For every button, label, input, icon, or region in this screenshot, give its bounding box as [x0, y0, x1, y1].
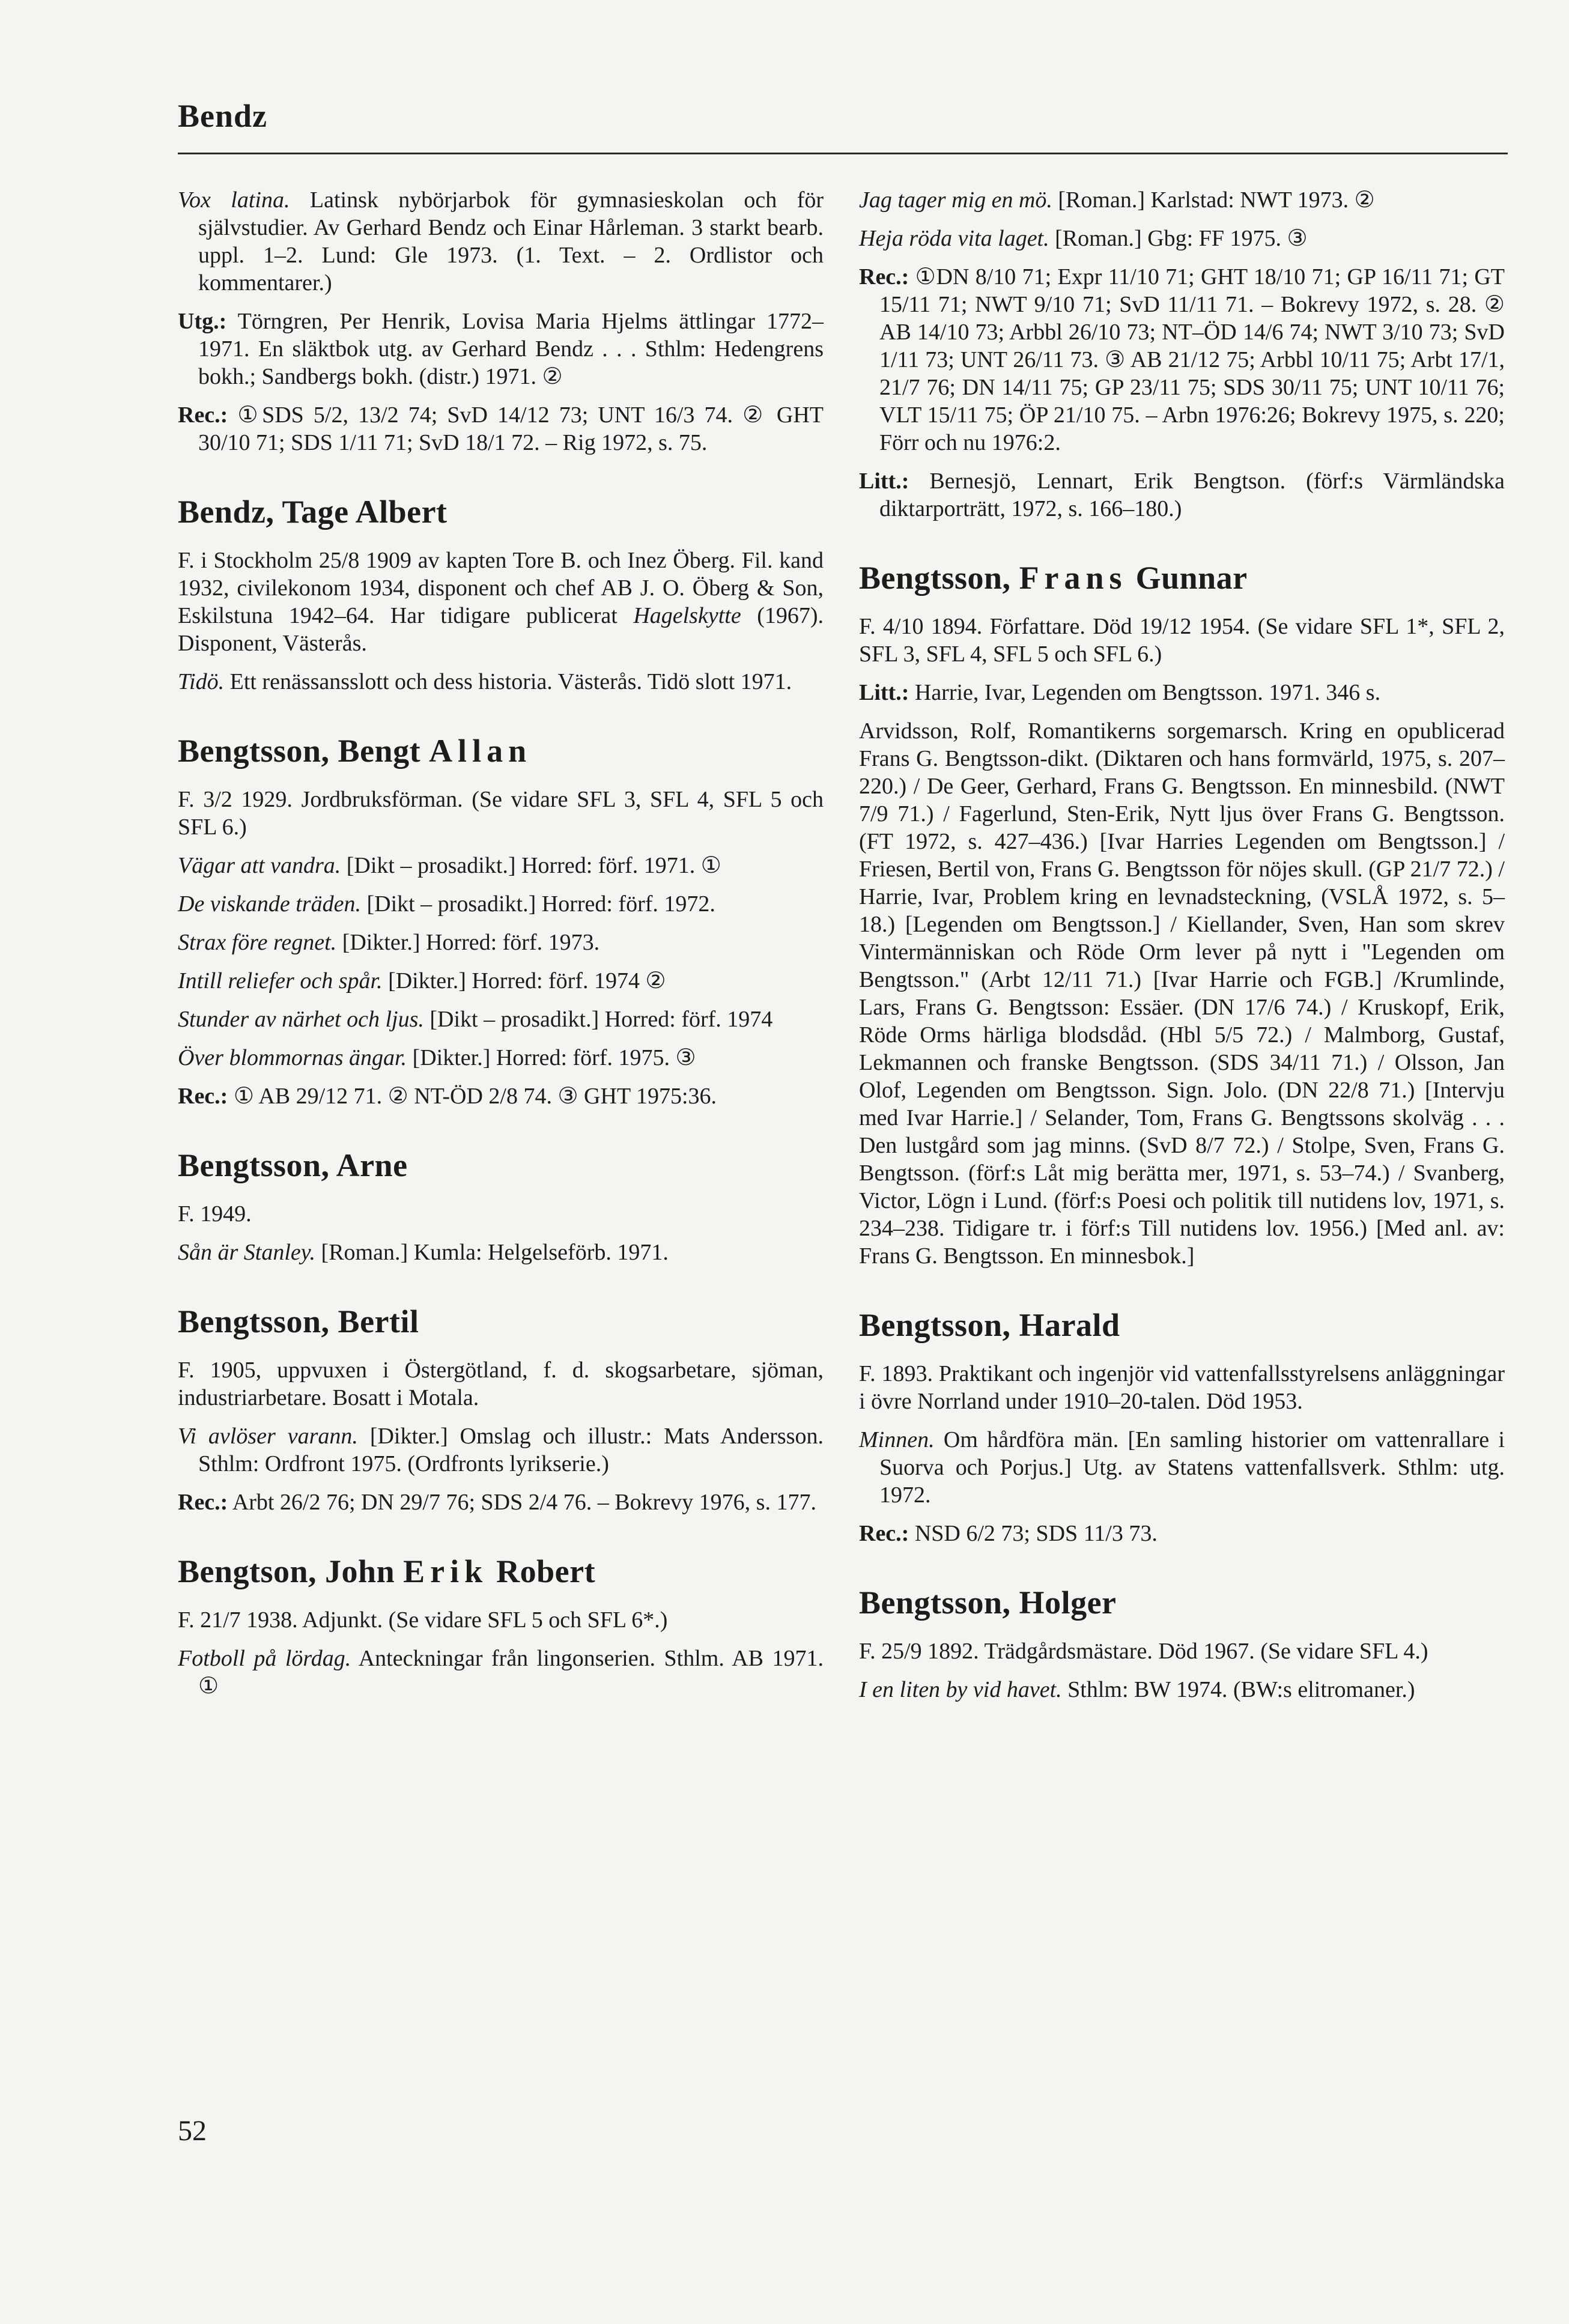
work-text: [Dikt – prosadikt.] Horred: förf. 1974	[423, 1007, 773, 1032]
work-entry	[859, 1676, 1505, 1704]
work-title: Sån är Stanley.	[178, 1240, 316, 1265]
work-title: Heja röda vita laget.	[859, 226, 1049, 251]
work-title: Minnen.	[859, 1427, 935, 1452]
author-bio	[178, 547, 824, 657]
work-entry	[178, 1239, 824, 1266]
work-text: [Roman.] Kumla: Helgelseförb. 1971.	[315, 1240, 669, 1265]
rec-label: Rec.:	[178, 402, 228, 428]
work-title: I en liten by vid havet.	[859, 1677, 1062, 1702]
author-heading-tage: Bendz, Tage Albert	[178, 494, 448, 530]
litt-text: Harrie, Ivar, Legenden om Bengtsson. 1971. 346 s.	[909, 680, 1381, 705]
review-entry	[859, 263, 1505, 457]
work-entry	[178, 668, 824, 696]
work-entry	[178, 890, 824, 918]
work-text: [Dikter.] Horred: förf. 1974 ②	[382, 968, 666, 994]
heading-part: Robert	[488, 1553, 596, 1589]
work-entry	[178, 1422, 824, 1478]
work-entry	[178, 929, 824, 956]
bio-end: (1967). Disponent, Västerås.	[178, 603, 824, 656]
heading-part: Gunnar	[1127, 560, 1248, 596]
author-bio: F. 25/9 1892. Trädgårdsmästare. Död 1967. (Se vidare SFL 4.)	[859, 1639, 1428, 1664]
work-text: Anteckningar från lingonserien. Sthlm. AB 1971. ①	[198, 1646, 824, 1699]
header-rule	[178, 153, 1508, 154]
rec-text: Arbt 26/2 76; DN 29/7 76; SDS 2/4 76. – Bokrevy 1976, s. 177.	[228, 1490, 816, 1515]
work-entry	[178, 1645, 824, 1700]
litt-label: Litt.:	[859, 469, 909, 494]
rec-label: Rec.:	[859, 264, 909, 290]
author-bio: F. 1893. Praktikant och ingenjör vid vattenfallsstyrelsens anläggningar i övre Norrland under 1910–20-talen. Död 1953.	[859, 1361, 1505, 1414]
rec-label: Rec.:	[859, 1521, 909, 1546]
work-text: Ett renässansslott och dess historia. Västerås. Tidö slott 1971.	[224, 669, 792, 694]
work-title: Vox latina.	[178, 187, 290, 213]
work-title: Intill reliefer och spår.	[178, 968, 383, 994]
author-bio: F. 21/7 1938. Adjunkt. (Se vidare SFL 5 och SFL 6*.)	[178, 1607, 668, 1633]
work-title: Över blommornas ängar.	[178, 1045, 407, 1070]
work-entry	[178, 186, 824, 297]
work-title: Stunder av närhet och ljus.	[178, 1007, 424, 1032]
bio-text: F. i Stockholm 25/8 1909 av kapten Tore B. och Inez Öberg. Fil. kand 1932, civilekonom 1934, disponent och chef AB J. O. Öberg & Son, Eskilstuna 1942–64. Har tidigare publicerat	[178, 548, 824, 628]
author-heading-erik	[178, 1552, 824, 1591]
work-text: [Dikt – prosadikt.] Horred: förf. 1972.	[360, 891, 715, 917]
utg-label: Utg.:	[178, 309, 227, 334]
litt-text: Bernesjö, Lennart, Erik Bengtson. (förf:s Värmländska diktarporträtt, 1972, s. 166–180.)	[879, 469, 1505, 521]
author-bio: F. 1949.	[178, 1201, 252, 1227]
heading-spaced: Erik	[403, 1553, 488, 1589]
review-entry	[178, 1082, 824, 1110]
rec-text: ①SDS 5/2, 13/2 74; SvD 14/12 73; UNT 16/3 74. ② GHT 30/10 71; SDS 1/11 71; SvD 18/1 72. – Rig 1972, s. 75.	[198, 402, 824, 455]
author-heading-frans	[859, 559, 1505, 597]
work-entry	[178, 852, 824, 879]
work-entry	[859, 1426, 1505, 1509]
running-header	[178, 95, 1508, 154]
work-entry	[859, 225, 1505, 252]
heading-spaced: Allan	[429, 733, 532, 769]
work-entry	[859, 186, 1505, 214]
right-column	[859, 186, 1505, 1714]
author-heading-holger: Bengtsson, Holger	[859, 1585, 1117, 1621]
work-text: Sthlm: BW 1974. (BW:s elitromaner.)	[1061, 1677, 1415, 1702]
rec-label: Rec.:	[178, 1084, 228, 1109]
page-number: 52	[178, 2115, 207, 2147]
heading-part: Bengtsson,	[859, 560, 1019, 596]
work-text: [Dikter.] Horred: förf. 1973.	[336, 930, 600, 955]
work-title: Strax före regnet.	[178, 930, 337, 955]
author-heading-arne: Bengtsson, Arne	[178, 1147, 408, 1183]
bio-title: Hagelskytte	[633, 603, 741, 628]
work-entry	[178, 1044, 824, 1072]
literature-entry	[859, 467, 1505, 523]
running-head-title: Bendz	[178, 98, 268, 134]
work-title: Tidö.	[178, 669, 225, 694]
work-text: [Dikter.] Omslag och illustr.: Mats Andersson. Sthlm: Ordfront 1975. (Ordfronts lyrikserie.)	[198, 1424, 824, 1476]
rec-text: ①DN 8/10 71; Expr 11/10 71; GHT 18/10 71; GP 16/11 71; GT 15/11 71; NWT 9/10 71; SvD 11/11 71. – Bokrevy 1972, s. 28. ② AB 14/10 73; Arbbl 26/10 73; NT–ÖD 14/6 74; NWT 3/10 73; SvD 1/11 73; UNT 26/11 73. ③ AB 21/12 75; Arbbl 10/11 75; Arbt 17/1, 21/7 76; DN 14/11 75; GP 23/11 75; SDS 30/11 75; UNT 10/11 76; VLT 15/11 75; ÖP 21/10 75. – Arbn 1976:26; Bokrevy 1975, s. 220; Förr och nu 1976:2.	[879, 264, 1505, 455]
work-title: Vägar att vandra.	[178, 853, 341, 878]
work-text: [Dikter.] Horred: förf. 1975. ③	[407, 1045, 696, 1070]
author-heading-allan	[178, 732, 824, 770]
author-bio: F. 3/2 1929. Jordbruksförman. (Se vidare SFL 3, SFL 4, SFL 5 och SFL 6.)	[178, 787, 824, 840]
rec-label: Rec.:	[178, 1490, 228, 1515]
review-entry	[859, 1520, 1505, 1547]
author-bio: F. 1905, uppvuxen i Östergötland, f. d. skogsarbetare, sjöman, industriarbetare. Bosatt i Motala.	[178, 1358, 824, 1410]
utg-text: Törngren, Per Henrik, Lovisa Maria Hjelms ättlingar 1772–1971. En släktbok utg. av Gerhard Bendz . . . Sthlm: Hedengrens bokh.; Sandbergs bokh. (distr.) 1971. ②	[198, 309, 824, 389]
editor-entry	[178, 308, 824, 390]
rec-text: NSD 6/2 73; SDS 11/3 73.	[909, 1521, 1158, 1546]
work-text: [Roman.] Karlstad: NWT 1973. ②	[1052, 187, 1375, 213]
work-title: Fotboll på lördag.	[178, 1646, 351, 1671]
work-title: Vi avlöser varann.	[178, 1424, 358, 1449]
review-entry	[178, 1488, 824, 1516]
heading-spaced: Frans	[1019, 560, 1127, 596]
author-heading-bertil: Bengtsson, Bertil	[178, 1303, 419, 1339]
author-heading-harald: Bengtsson, Harald	[859, 1307, 1120, 1343]
work-text: Latinsk nybörjarbok för gymnasieskolan och för självstudier. Av Gerhard Bendz och Einar Hårleman. 3 starkt bearb. uppl. 1–2. Lund: Gle 1973. (1. Text. – 2. Ordlistor och kommentarer.)	[198, 187, 824, 296]
work-title: Jag tager mig en mö.	[859, 187, 1052, 213]
author-bio: F. 4/10 1894. Författare. Död 19/12 1954. (Se vidare SFL 1*, SFL 2, SFL 3, SFL 4, SFL 5 och SFL 6.)	[859, 614, 1505, 667]
left-column	[178, 186, 824, 1711]
work-text: [Roman.] Gbg: FF 1975. ③	[1049, 226, 1308, 251]
work-title: De viskande träden.	[178, 891, 361, 917]
rec-text: ① AB 29/12 71. ② NT-ÖD 2/8 74. ③ GHT 1975:36.	[228, 1084, 717, 1109]
work-text: [Dikt – prosadikt.] Horred: förf. 1971. ①	[341, 853, 721, 878]
literature-list: Arvidsson, Rolf, Romantikerns sorgemarsch. Kring en opublicerad Frans G. Bengtsson-dikt. (Diktaren och hans formvärld, 1975, s. 207–220.) / De Geer, Gerhard, Frans G. Bengtsson. En minnesbild. (NWT 7/9 71.) / Fagerlund, Sten-Erik, Nytt ljus över Frans G. Bengtsson. (FT 1972, s. 427–436.) [Ivar Harries Legenden om Bengtsson.] / Friesen, Bertil von, Frans G. Bengtsson för nöjes skull. (GP 21/7 72.) / Harrie, Ivar, Problem kring en levnadsteckning, (VSLÅ 1972, s. 5–18.) [Legenden om Bengtsson.] / Kiellander, Sven, Han som skrev Vintermänniskan och Röde Orm lever på nytt i "Legenden om Bengtsson." (Arbt 12/11 71.) [Ivar Harrie och FGB.] /Krumlinde, Lars, Frans G. Bengtsson: Essäer. (DN 17/6 74.) / Kruskopf, Erik, Röde Orms härliga blodsdåd. (Hbl 5/5 72.) / Malmborg, Gustaf, Lekmannen och franske Bengtsson. (SDS 34/11 71.) / Olsson, Jan Olof, Legenden om Bengtsson. Sign. Jolo. (DN 22/8 71.) [Intervju med Ivar Harrie.] / Selander, Tom, Frans G. Bengtssons skolväg . . . Den lustgård som jag minns. (SvD 8/7 72.) / Stolpe, Sven, Frans G. Bengtsson. (förf:s Låt mig berätta mer, 1971, s. 53–74.) / Svanberg, Victor, Lögn i Lund. (förf:s Poesi och politik till nutidens lov, 1971, s. 234–238. Tidigare tr. i förf:s Till nutidens lov. 1956.) [Med anl. av: Frans G. Bengtsson. En minnesbok.]	[859, 718, 1505, 1269]
litt-label: Litt.:	[859, 680, 909, 705]
literature-entry	[859, 679, 1505, 706]
heading-part: Bengtsson, Bengt	[178, 733, 429, 769]
work-entry	[178, 967, 824, 995]
heading-part: Bengtson, John	[178, 1553, 404, 1589]
work-text: Om hårdföra män. [En samling historier om vattenrallare i Suorva och Porjus.] Utg. av Statens vattenfallsverk. Sthlm: utg. 1972.	[879, 1427, 1505, 1508]
work-entry	[178, 1006, 824, 1033]
review-entry	[178, 401, 824, 457]
